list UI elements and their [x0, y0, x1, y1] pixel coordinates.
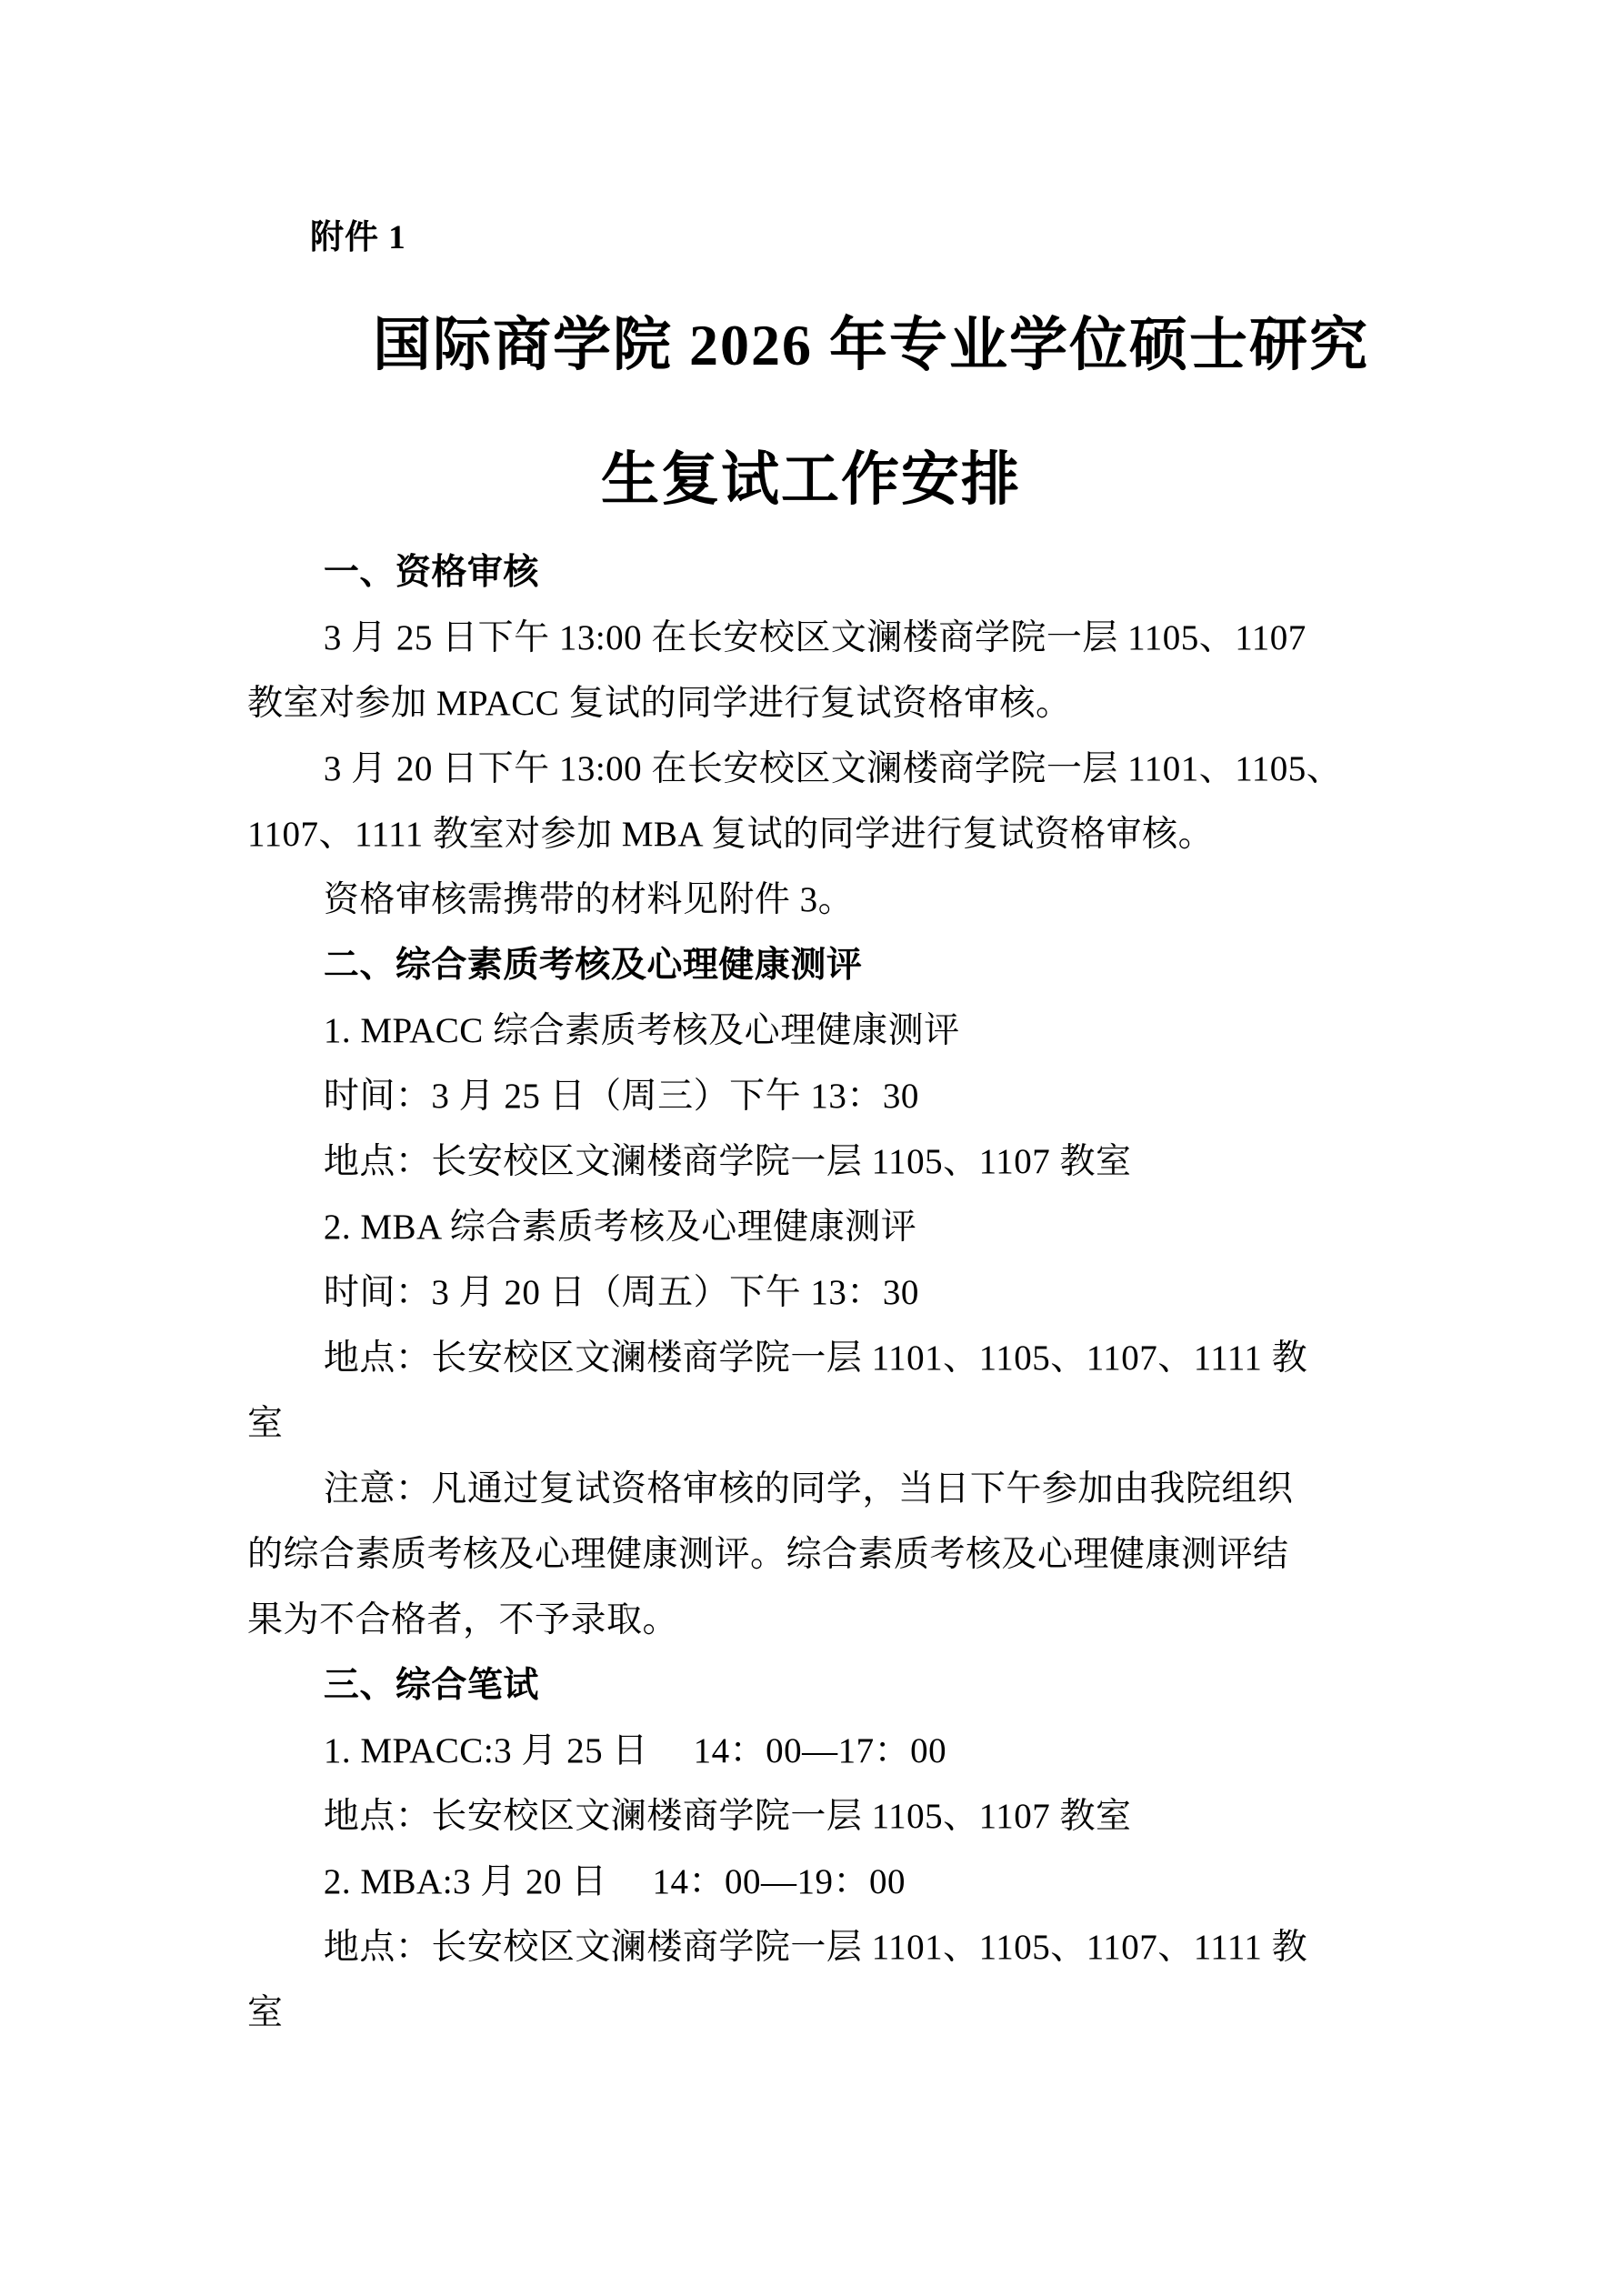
doc-line-item-1-mpacc: 1. MPACC 综合素质考核及心理健康测评 [323, 1011, 960, 1050]
doc-line-notice: 注意：凡通过复试资格审核的同学，当日下午参加由我院组织 [323, 1469, 1294, 1509]
section-1-heading: 一、资格审核 [323, 553, 539, 592]
doc-line: 3 月 25 日下午 13:00 在长安校区文澜楼商学院一层 1105、1107 [323, 618, 1307, 657]
doc-line: 室 [247, 1993, 284, 2032]
section-3-heading: 三、综合笔试 [323, 1666, 539, 1705]
attachment-label: 附件 1 [310, 219, 406, 256]
doc-line: 3 月 20 日下午 13:00 在长安校区文澜楼商学院一层 1101、1105、 [323, 749, 1343, 788]
section-2-heading: 二、综合素质考核及心理健康测评 [323, 946, 863, 985]
doc-line: 教室对参加 MPACC 复试的同学进行复试资格审核。 [247, 684, 1072, 723]
doc-line: 的综合素质考核及心理健康测评。综合素质考核及心理健康测评结 [247, 1535, 1289, 1574]
title-line-2: 生复试工作安排 [601, 447, 1021, 512]
doc-line-location: 地点：长安校区文澜楼商学院一层 1101、1105、1107、1111 教 [323, 1338, 1308, 1378]
doc-line-time: 时间：3 月 25 日（周三）下午 13：30 [323, 1077, 919, 1116]
doc-line-time: 时间：3 月 20 日（周五）下午 13：30 [323, 1273, 919, 1312]
doc-line-item-2-mba: 2. MBA 综合素质考核及心理健康测评 [323, 1208, 917, 1247]
doc-line-location: 地点：长安校区文澜楼商学院一层 1105、1107 教室 [323, 1797, 1132, 1836]
doc-line-item-2-mba: 2. MBA:3 月 20 日 14：00—19：00 [323, 1862, 906, 1901]
doc-line-location: 地点：长安校区文澜楼商学院一层 1101、1105、1107、1111 教 [323, 1928, 1308, 1967]
document-title [0, 278, 1622, 547]
doc-line-location: 地点：长安校区文澜楼商学院一层 1105、1107 教室 [323, 1142, 1132, 1181]
doc-line: 1107、1111 教室对参加 MBA 复试的同学进行复试资格审核。 [247, 815, 1215, 854]
document-body [247, 540, 1457, 2046]
doc-line: 资格审核需携带的材料见附件 3。 [323, 880, 855, 919]
title-line-1: 国际商学院 2026 年专业学位硕士研究 [373, 313, 1369, 377]
doc-line-item-1-mpacc: 1. MPACC:3 月 25 日 14：00—17：00 [323, 1731, 947, 1770]
doc-line: 果为不合格者，不予录取。 [247, 1600, 679, 1639]
doc-line: 室 [247, 1404, 284, 1443]
